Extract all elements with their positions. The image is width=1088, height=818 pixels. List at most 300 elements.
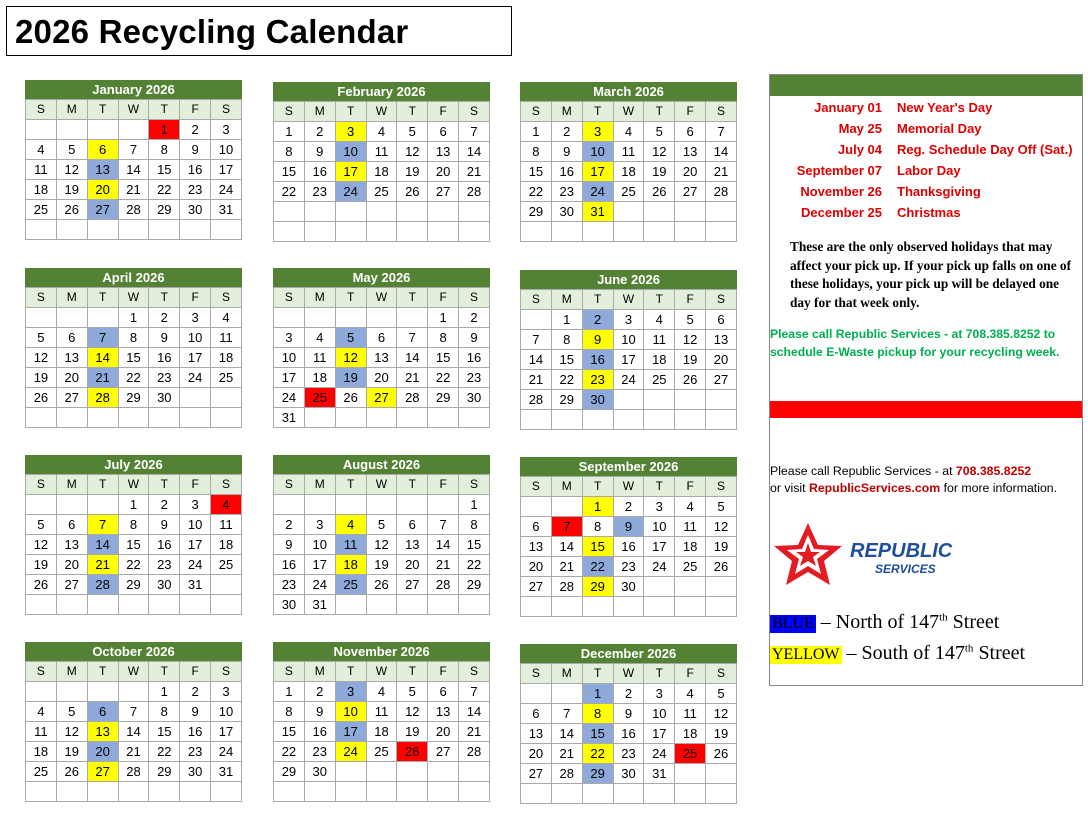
empty-cell [56, 220, 87, 240]
day-cell: 22 [582, 557, 613, 577]
day-cell: 31 [180, 575, 211, 595]
day-cell: 14 [428, 535, 459, 555]
empty-cell [26, 120, 57, 140]
day-cell: 21 [428, 555, 459, 575]
day-cell: 7 [459, 122, 490, 142]
empty-cell [149, 782, 180, 802]
empty-cell [675, 410, 706, 430]
empty-cell [521, 597, 552, 617]
day-cell: 29 [521, 202, 552, 222]
day-cell: 15 [149, 722, 180, 742]
day-cell: 26 [706, 557, 737, 577]
day-cell: 26 [706, 744, 737, 764]
day-cell: 3 [211, 682, 242, 702]
month-title: December 2026 [520, 644, 737, 663]
day-cell: 21 [551, 557, 582, 577]
empty-cell [118, 595, 149, 615]
day-cell: 14 [397, 348, 428, 368]
day-cell: 4 [335, 515, 366, 535]
weekday-header: M [56, 288, 87, 308]
day-cell: 23 [551, 182, 582, 202]
empty-cell [87, 220, 118, 240]
weekday-header: F [180, 100, 211, 120]
day-cell: 10 [274, 348, 305, 368]
day-cell: 11 [366, 142, 397, 162]
day-cell: 25 [304, 388, 335, 408]
empty-cell [521, 310, 552, 330]
empty-cell [644, 390, 675, 410]
empty-cell [26, 495, 57, 515]
weekday-header: F [675, 664, 706, 684]
day-cell: 8 [428, 328, 459, 348]
weekday-header: F [428, 475, 459, 495]
day-cell: 18 [613, 162, 644, 182]
day-cell: 27 [56, 575, 87, 595]
weekday-header: F [675, 290, 706, 310]
day-cell: 24 [644, 744, 675, 764]
weekday-header: M [304, 662, 335, 682]
day-cell: 12 [675, 330, 706, 350]
empty-cell [521, 497, 552, 517]
empty-cell [613, 784, 644, 804]
empty-cell [87, 408, 118, 428]
day-cell: 10 [335, 702, 366, 722]
empty-cell [335, 408, 366, 428]
day-cell: 25 [366, 742, 397, 762]
day-cell: 13 [675, 142, 706, 162]
empty-cell [211, 408, 242, 428]
legend-item [770, 642, 1025, 665]
weekday-header: S [459, 288, 490, 308]
empty-cell [675, 784, 706, 804]
day-cell: 15 [428, 348, 459, 368]
weekday-header: S [459, 662, 490, 682]
day-cell: 12 [397, 142, 428, 162]
empty-cell [521, 222, 552, 242]
empty-cell [428, 202, 459, 222]
day-cell: 15 [274, 722, 305, 742]
empty-cell [551, 597, 582, 617]
day-cell: 16 [149, 535, 180, 555]
day-cell: 23 [582, 370, 613, 390]
empty-cell [211, 595, 242, 615]
day-cell: 28 [551, 577, 582, 597]
weekday-header: T [644, 664, 675, 684]
empty-cell [459, 762, 490, 782]
day-cell: 6 [87, 702, 118, 722]
day-cell: 8 [274, 142, 305, 162]
empty-cell [366, 308, 397, 328]
month-title: April 2026 [25, 268, 242, 287]
day-cell: 12 [26, 348, 57, 368]
empty-cell [149, 220, 180, 240]
empty-cell [87, 682, 118, 702]
day-cell: 9 [149, 515, 180, 535]
day-cell: 13 [521, 724, 552, 744]
day-cell: 19 [56, 742, 87, 762]
empty-cell [582, 597, 613, 617]
day-cell: 6 [521, 517, 552, 537]
empty-cell [613, 390, 644, 410]
day-cell: 27 [56, 388, 87, 408]
day-cell: 30 [613, 764, 644, 784]
empty-cell [366, 762, 397, 782]
day-cell: 4 [26, 140, 57, 160]
empty-cell [397, 408, 428, 428]
day-cell: 9 [459, 328, 490, 348]
weekday-header: T [397, 288, 428, 308]
day-cell: 20 [428, 162, 459, 182]
day-cell: 16 [304, 162, 335, 182]
weekday-header: M [56, 475, 87, 495]
day-cell: 11 [211, 328, 242, 348]
day-cell: 30 [459, 388, 490, 408]
day-cell: 30 [149, 575, 180, 595]
contact-info [770, 463, 1084, 497]
day-cell: 21 [521, 370, 552, 390]
holiday-date: May 25 [838, 121, 882, 136]
day-cell: 7 [87, 515, 118, 535]
day-cell: 4 [675, 497, 706, 517]
day-cell: 18 [644, 350, 675, 370]
weekday-header: S [521, 664, 552, 684]
day-cell: 21 [459, 722, 490, 742]
weekday-header: S [706, 102, 737, 122]
empty-cell [397, 782, 428, 802]
month-september [520, 457, 737, 617]
empty-cell [304, 222, 335, 242]
weekday-header: F [180, 662, 211, 682]
day-cell: 2 [149, 495, 180, 515]
day-cell: 27 [706, 370, 737, 390]
empty-cell [335, 222, 366, 242]
empty-cell [428, 495, 459, 515]
day-cell: 11 [335, 535, 366, 555]
day-cell: 29 [582, 764, 613, 784]
day-cell: 29 [149, 200, 180, 220]
day-cell: 8 [274, 702, 305, 722]
weekday-header: T [149, 662, 180, 682]
day-cell: 4 [613, 122, 644, 142]
phone-number[interactable]: 708.385.8252 [955, 464, 1032, 478]
empty-cell [366, 495, 397, 515]
day-cell: 18 [366, 162, 397, 182]
day-cell: 6 [521, 704, 552, 724]
day-cell: 14 [706, 142, 737, 162]
weekday-header: S [274, 662, 305, 682]
day-cell: 16 [180, 160, 211, 180]
day-cell: 26 [56, 762, 87, 782]
holiday-date: September 07 [796, 163, 882, 178]
day-cell: 4 [26, 702, 57, 722]
day-cell: 20 [87, 180, 118, 200]
day-cell: 31 [274, 408, 305, 428]
holiday-name: Thanksgiving [897, 184, 981, 199]
empty-cell [613, 202, 644, 222]
day-cell: 19 [644, 162, 675, 182]
day-cell: 13 [706, 330, 737, 350]
day-cell: 20 [366, 368, 397, 388]
day-cell: 16 [582, 350, 613, 370]
empty-cell [366, 595, 397, 615]
day-cell: 27 [521, 577, 552, 597]
day-cell: 21 [118, 742, 149, 762]
empty-cell [459, 595, 490, 615]
ewaste-note: Please call Republic Services - at 708.385.8252 to schedule E-Waste pickup for your recycling week. [770, 327, 1060, 359]
empty-cell [644, 222, 675, 242]
day-cell: 6 [675, 122, 706, 142]
weekday-header: F [428, 662, 459, 682]
empty-cell [149, 408, 180, 428]
day-cell: 16 [180, 722, 211, 742]
empty-cell [397, 595, 428, 615]
day-cell: 23 [613, 744, 644, 764]
empty-cell [304, 308, 335, 328]
month-title: February 2026 [273, 82, 490, 101]
day-cell: 22 [149, 180, 180, 200]
day-cell: 14 [551, 724, 582, 744]
day-cell: 17 [335, 722, 366, 742]
day-cell: 27 [675, 182, 706, 202]
day-cell: 19 [335, 368, 366, 388]
weekday-header: S [459, 102, 490, 122]
empty-cell [706, 222, 737, 242]
day-cell: 5 [56, 702, 87, 722]
day-cell: 24 [180, 555, 211, 575]
month-title: May 2026 [273, 268, 490, 287]
empty-cell [211, 388, 242, 408]
day-cell: 20 [87, 742, 118, 762]
day-cell: 11 [26, 160, 57, 180]
empty-cell [551, 497, 582, 517]
day-cell: 28 [706, 182, 737, 202]
day-cell: 27 [428, 182, 459, 202]
empty-cell [304, 782, 335, 802]
weekday-header: T [397, 662, 428, 682]
weekday-header: F [180, 475, 211, 495]
day-cell: 17 [211, 160, 242, 180]
day-cell: 6 [56, 515, 87, 535]
day-cell: 7 [551, 517, 582, 537]
day-cell: 29 [274, 762, 305, 782]
empty-cell [366, 202, 397, 222]
day-cell: 31 [211, 200, 242, 220]
weekday-header: M [551, 477, 582, 497]
day-cell: 15 [582, 724, 613, 744]
day-cell: 19 [26, 555, 57, 575]
empty-cell [211, 782, 242, 802]
weekday-header: S [521, 477, 552, 497]
weekday-header: W [366, 288, 397, 308]
day-cell: 23 [274, 575, 305, 595]
day-cell: 7 [428, 515, 459, 535]
day-cell: 24 [335, 182, 366, 202]
day-cell: 1 [521, 122, 552, 142]
day-cell: 22 [582, 744, 613, 764]
holiday-name: Christmas [897, 205, 961, 220]
day-cell: 1 [582, 684, 613, 704]
empty-cell [87, 120, 118, 140]
day-cell: 1 [149, 682, 180, 702]
day-cell: 28 [87, 388, 118, 408]
day-cell: 13 [428, 702, 459, 722]
day-cell: 15 [149, 160, 180, 180]
day-cell: 26 [335, 388, 366, 408]
day-cell: 15 [521, 162, 552, 182]
day-cell: 31 [211, 762, 242, 782]
day-cell: 12 [706, 704, 737, 724]
day-cell: 22 [274, 742, 305, 762]
empty-cell [118, 408, 149, 428]
republic-services-logo [772, 519, 972, 595]
day-cell: 9 [180, 702, 211, 722]
day-cell: 23 [459, 368, 490, 388]
day-cell: 26 [397, 182, 428, 202]
day-cell: 2 [613, 684, 644, 704]
empty-cell [26, 220, 57, 240]
empty-cell [428, 595, 459, 615]
weekday-header: S [459, 475, 490, 495]
weekday-header: T [582, 477, 613, 497]
weekday-header: F [675, 102, 706, 122]
day-cell: 31 [304, 595, 335, 615]
weekday-header: T [644, 102, 675, 122]
website-link[interactable]: RepublicServices.com [808, 481, 941, 495]
day-cell: 14 [87, 535, 118, 555]
weekday-header: F [428, 102, 459, 122]
empty-cell [582, 410, 613, 430]
day-cell: 11 [211, 515, 242, 535]
empty-cell [459, 782, 490, 802]
day-cell: 20 [428, 722, 459, 742]
month-august [273, 455, 490, 615]
day-cell: 22 [459, 555, 490, 575]
empty-cell [274, 202, 305, 222]
weekday-header: S [211, 100, 242, 120]
day-cell: 2 [459, 308, 490, 328]
red-divider [770, 401, 1082, 418]
day-cell: 25 [335, 575, 366, 595]
day-cell: 12 [366, 535, 397, 555]
day-cell: 21 [87, 368, 118, 388]
day-cell: 1 [149, 120, 180, 140]
day-cell: 24 [644, 557, 675, 577]
day-cell: 4 [675, 684, 706, 704]
visit-suffix: for more information. [940, 481, 1058, 495]
day-cell: 25 [675, 744, 706, 764]
day-cell: 9 [613, 517, 644, 537]
empty-cell [366, 222, 397, 242]
empty-cell [87, 308, 118, 328]
day-cell: 23 [149, 555, 180, 575]
weekday-header: T [149, 475, 180, 495]
weekday-header: T [644, 290, 675, 310]
day-cell: 2 [582, 310, 613, 330]
day-cell: 2 [551, 122, 582, 142]
holiday-name: New Year's Day [897, 100, 993, 115]
day-cell: 26 [366, 575, 397, 595]
day-cell: 24 [211, 742, 242, 762]
day-cell: 28 [428, 575, 459, 595]
day-cell: 18 [675, 537, 706, 557]
day-cell: 25 [675, 557, 706, 577]
day-cell: 2 [613, 497, 644, 517]
weekday-header: M [56, 662, 87, 682]
day-cell: 21 [459, 162, 490, 182]
month-october [25, 642, 242, 802]
weekday-header: T [335, 288, 366, 308]
empty-cell [551, 222, 582, 242]
empty-cell [521, 684, 552, 704]
day-cell: 16 [613, 537, 644, 557]
day-cell: 8 [149, 140, 180, 160]
day-cell: 29 [118, 575, 149, 595]
empty-cell [366, 782, 397, 802]
day-cell: 10 [180, 515, 211, 535]
logo-line2: SERVICES [875, 562, 936, 576]
day-cell: 28 [118, 200, 149, 220]
day-cell: 24 [274, 388, 305, 408]
day-cell: 10 [644, 704, 675, 724]
day-cell: 1 [118, 495, 149, 515]
day-cell: 19 [675, 350, 706, 370]
empty-cell [274, 308, 305, 328]
day-cell: 23 [180, 180, 211, 200]
month-title: March 2026 [520, 82, 737, 101]
day-cell: 18 [366, 722, 397, 742]
empty-cell [521, 410, 552, 430]
day-cell: 25 [211, 555, 242, 575]
day-cell: 11 [304, 348, 335, 368]
month-november [273, 642, 490, 802]
day-cell: 7 [397, 328, 428, 348]
empty-cell [149, 595, 180, 615]
day-cell: 19 [56, 180, 87, 200]
day-cell: 23 [304, 182, 335, 202]
day-cell: 6 [397, 515, 428, 535]
month-title: September 2026 [520, 457, 737, 476]
day-cell: 10 [644, 517, 675, 537]
day-cell: 28 [397, 388, 428, 408]
empty-cell [335, 202, 366, 222]
day-cell: 28 [459, 742, 490, 762]
day-cell: 10 [211, 702, 242, 722]
day-cell: 17 [613, 350, 644, 370]
empty-cell [397, 762, 428, 782]
day-cell: 6 [428, 682, 459, 702]
day-cell: 14 [87, 348, 118, 368]
day-cell: 4 [211, 308, 242, 328]
day-cell: 13 [56, 535, 87, 555]
day-cell: 5 [397, 682, 428, 702]
day-cell: 7 [706, 122, 737, 142]
day-cell: 20 [56, 555, 87, 575]
empty-cell [211, 220, 242, 240]
day-cell: 8 [149, 702, 180, 722]
day-cell: 15 [118, 348, 149, 368]
weekday-header: W [118, 475, 149, 495]
day-cell: 11 [675, 704, 706, 724]
day-cell: 14 [118, 160, 149, 180]
day-cell: 1 [118, 308, 149, 328]
month-january [25, 80, 242, 240]
day-cell: 31 [644, 764, 675, 784]
day-cell: 8 [459, 515, 490, 535]
weekday-header: F [180, 288, 211, 308]
legend-text: – South of 147th Street [841, 642, 1026, 664]
empty-cell [56, 495, 87, 515]
weekday-header: T [397, 475, 428, 495]
